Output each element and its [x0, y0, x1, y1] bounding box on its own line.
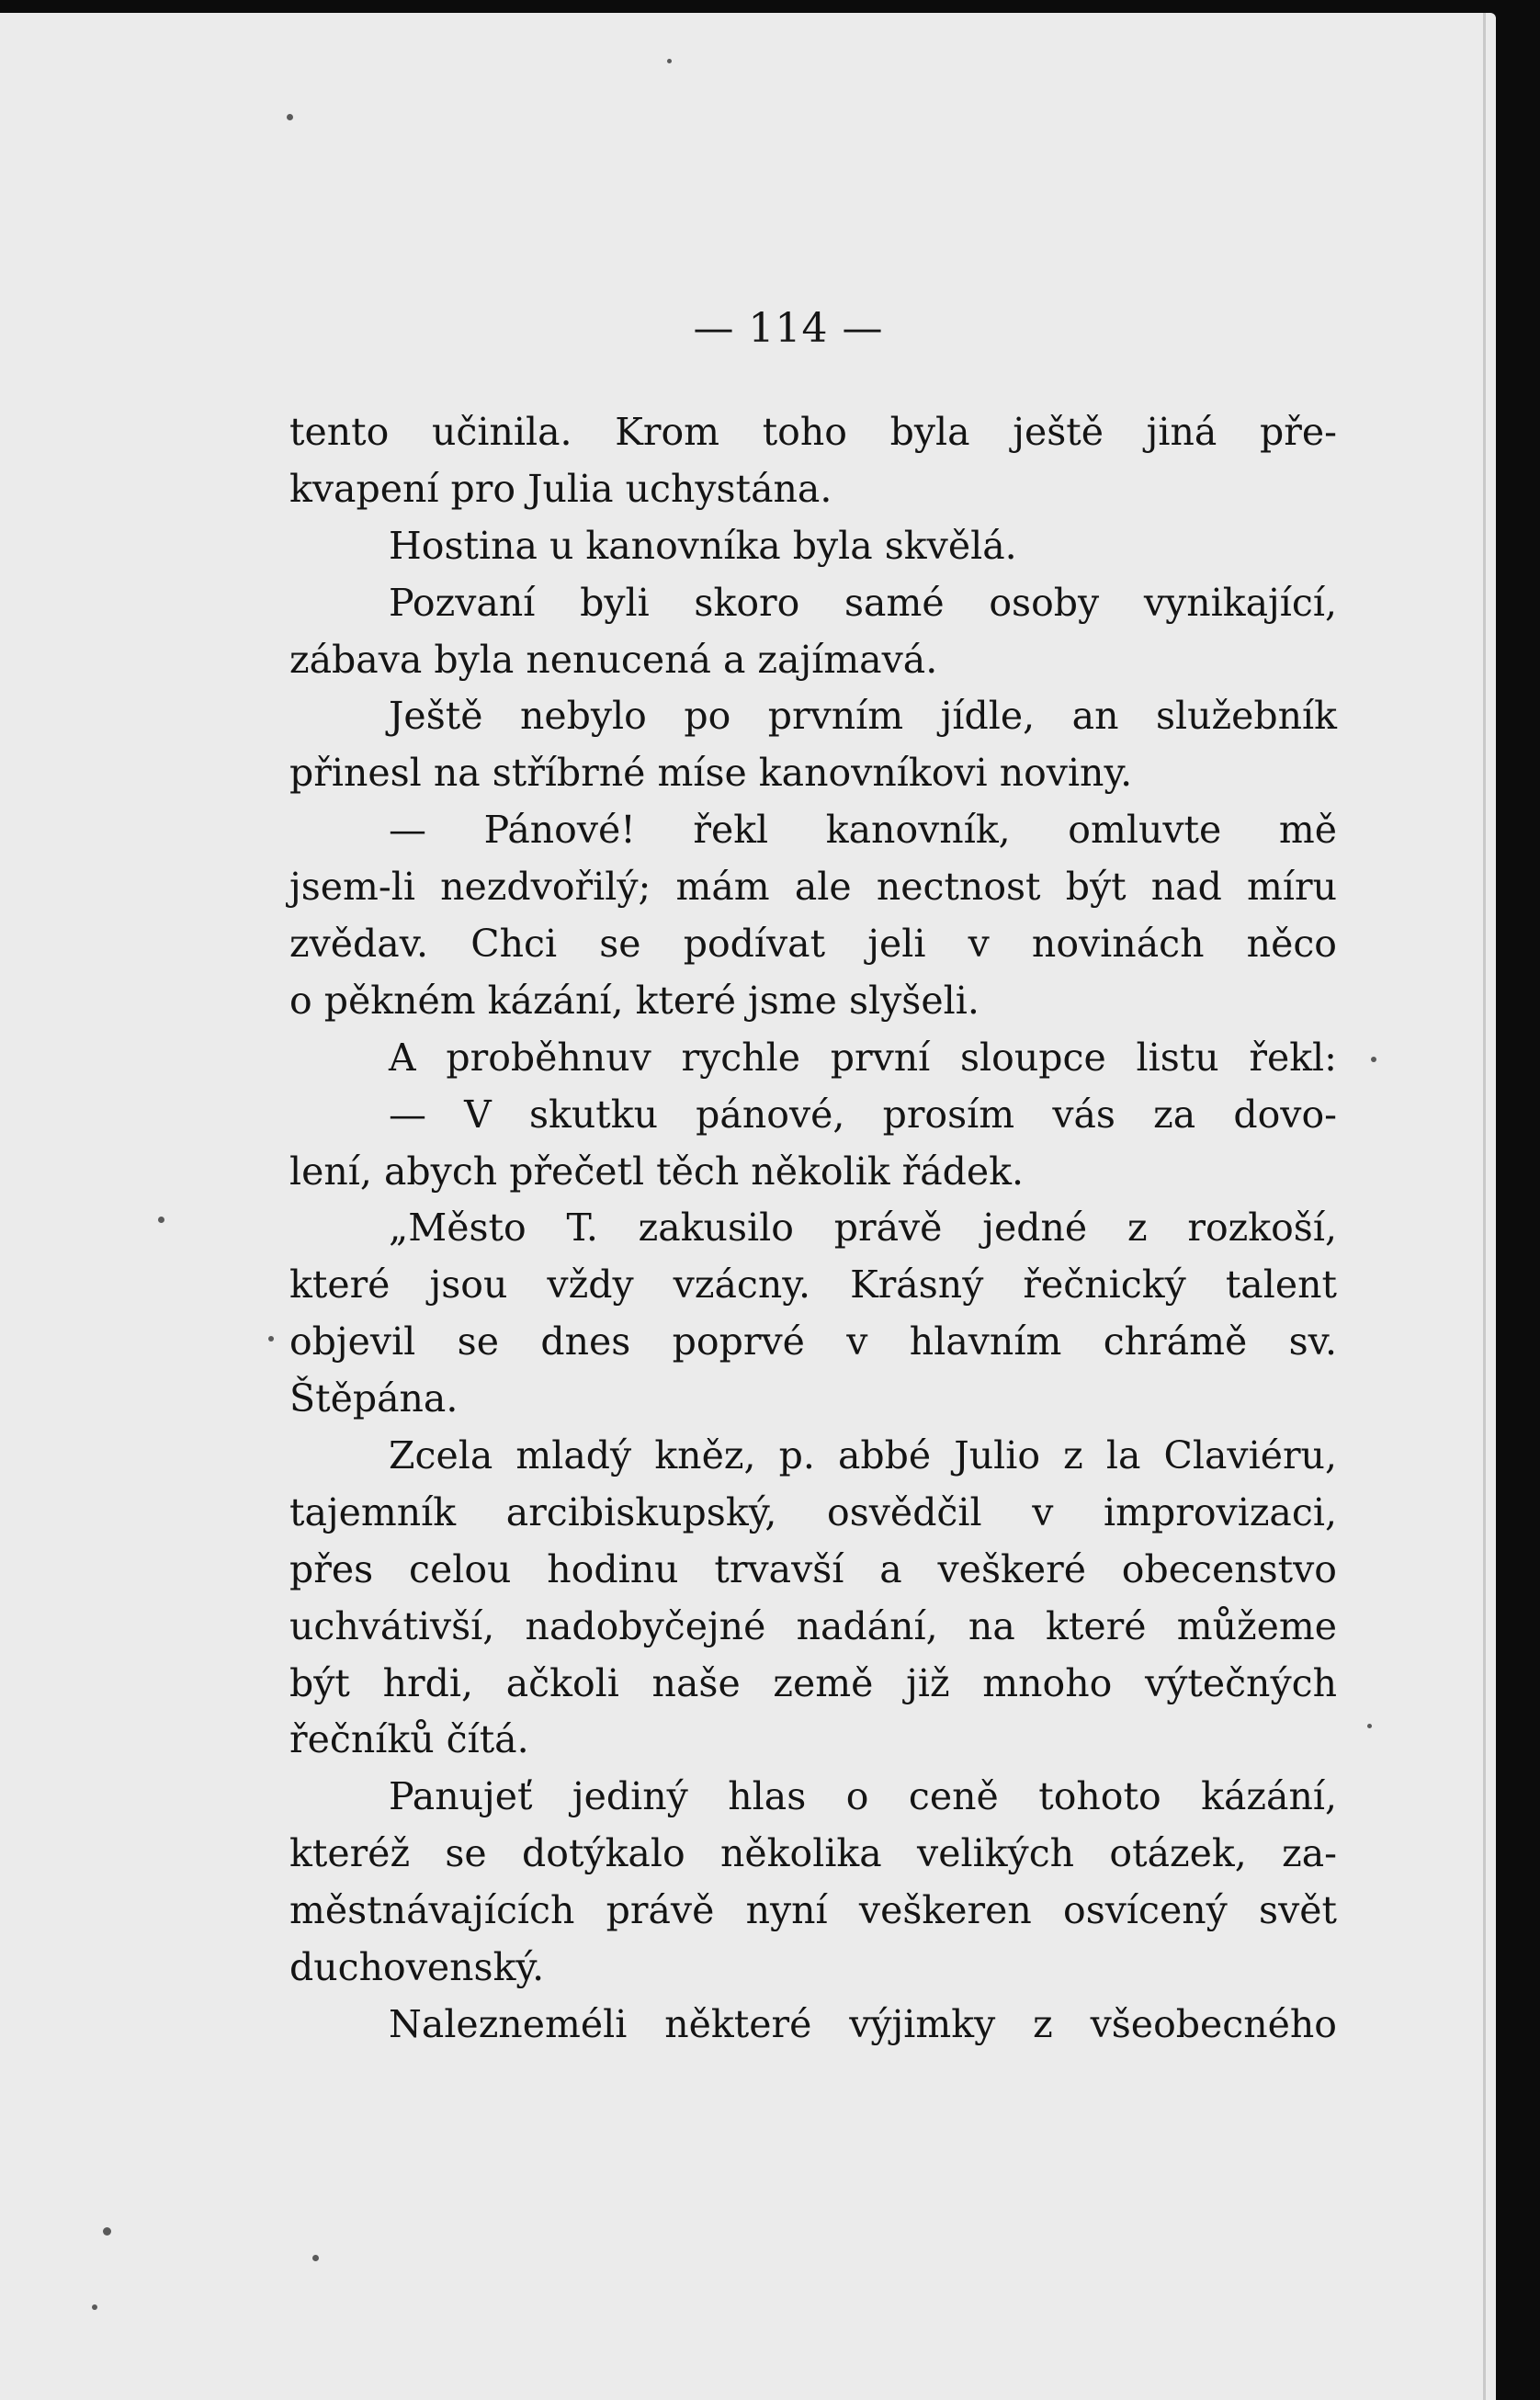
book-page	[0, 13, 1496, 2400]
text-line: Štěpána.	[289, 1376, 459, 1421]
paper-speck	[268, 1336, 274, 1342]
paper-speck	[287, 114, 293, 120]
paper-speck	[92, 2304, 97, 2310]
text-line: tajemník arcibiskupský, osvědčil v improvizaci,	[289, 1489, 1337, 1534]
text-line: Zcela mladý kněz, p. abbé Julio z la Claviéru,	[389, 1433, 1337, 1478]
paper-speck	[158, 1217, 164, 1223]
paper-speck	[103, 2227, 111, 2236]
text-line: — Pánové! řekl kanovník, omluvte mě	[389, 808, 1337, 853]
text-line: duchovenský.	[289, 1945, 545, 1990]
text-line: které jsou vždy vzácny. Krásný řečnický talent	[289, 1262, 1337, 1308]
paper-speck	[1367, 1724, 1372, 1728]
text-line: uchvátivší, nadobyčejné nadání, na které můžeme	[289, 1603, 1337, 1648]
text-line: o pěkném kázání, které jsme slyšeli.	[289, 978, 979, 1023]
page-number: — 114 —	[693, 305, 884, 352]
text-line: Ještě nebylo po prvním jídle, an služebník	[389, 694, 1337, 739]
text-line: — V skutku pánové, prosím vás za dovo-	[389, 1092, 1337, 1137]
text-line: být hrdi, ačkoli naše země již mnoho výtečných	[289, 1660, 1337, 1705]
text-line: Hostina u kanovníka byla skvělá.	[389, 523, 1017, 568]
text-line: lení, abych přečetl těch několik řádek.	[289, 1149, 1025, 1194]
text-line: jsem-li nezdvořilý; mám ale nectnost být nad míru	[289, 865, 1337, 910]
text-line: zábava byla nenucená a zajímavá.	[289, 637, 938, 682]
paper-speck	[1371, 1057, 1376, 1062]
body-text	[289, 404, 1337, 2054]
text-line: Pozvaní byli skoro samé osoby vynikající,	[389, 580, 1337, 625]
text-line: městnávajících právě nyní veškeren osvícený svět	[289, 1888, 1337, 1933]
text-line: zvědav. Chci se podívat jeli v novinách něco	[289, 922, 1337, 967]
text-line: Panujeť jediný hlas o ceně tohoto kázání,	[389, 1774, 1337, 1819]
text-line: řečníků čítá.	[289, 1717, 529, 1762]
text-line: objevil se dnes poprvé v hlavním chrámě sv.	[289, 1319, 1337, 1364]
text-line: přes celou hodinu trvavší a veškeré obecenstvo	[289, 1546, 1337, 1591]
text-line: „Město T. zakusilo právě jedné z rozkoší,	[389, 1206, 1337, 1251]
page-edge-shadow	[1483, 13, 1486, 2400]
text-line: přinesl na stříbrné míse kanovníkovi noviny.	[289, 751, 1133, 796]
text-line: kvapení pro Julia uchystána.	[289, 466, 832, 511]
text-line: Nalezneméli některé výjimky z všeobecného	[389, 2001, 1337, 2046]
text-line: A proběhnuv rychle první sloupce listu řekl:	[389, 1035, 1337, 1080]
text-line: kteréž se dotýkalo několika velikých otázek, za-	[289, 1831, 1337, 1876]
paper-speck	[667, 59, 672, 63]
paper-speck	[312, 2255, 319, 2261]
text-line: tento učinila. Krom toho byla ještě jiná pře-	[289, 410, 1337, 454]
